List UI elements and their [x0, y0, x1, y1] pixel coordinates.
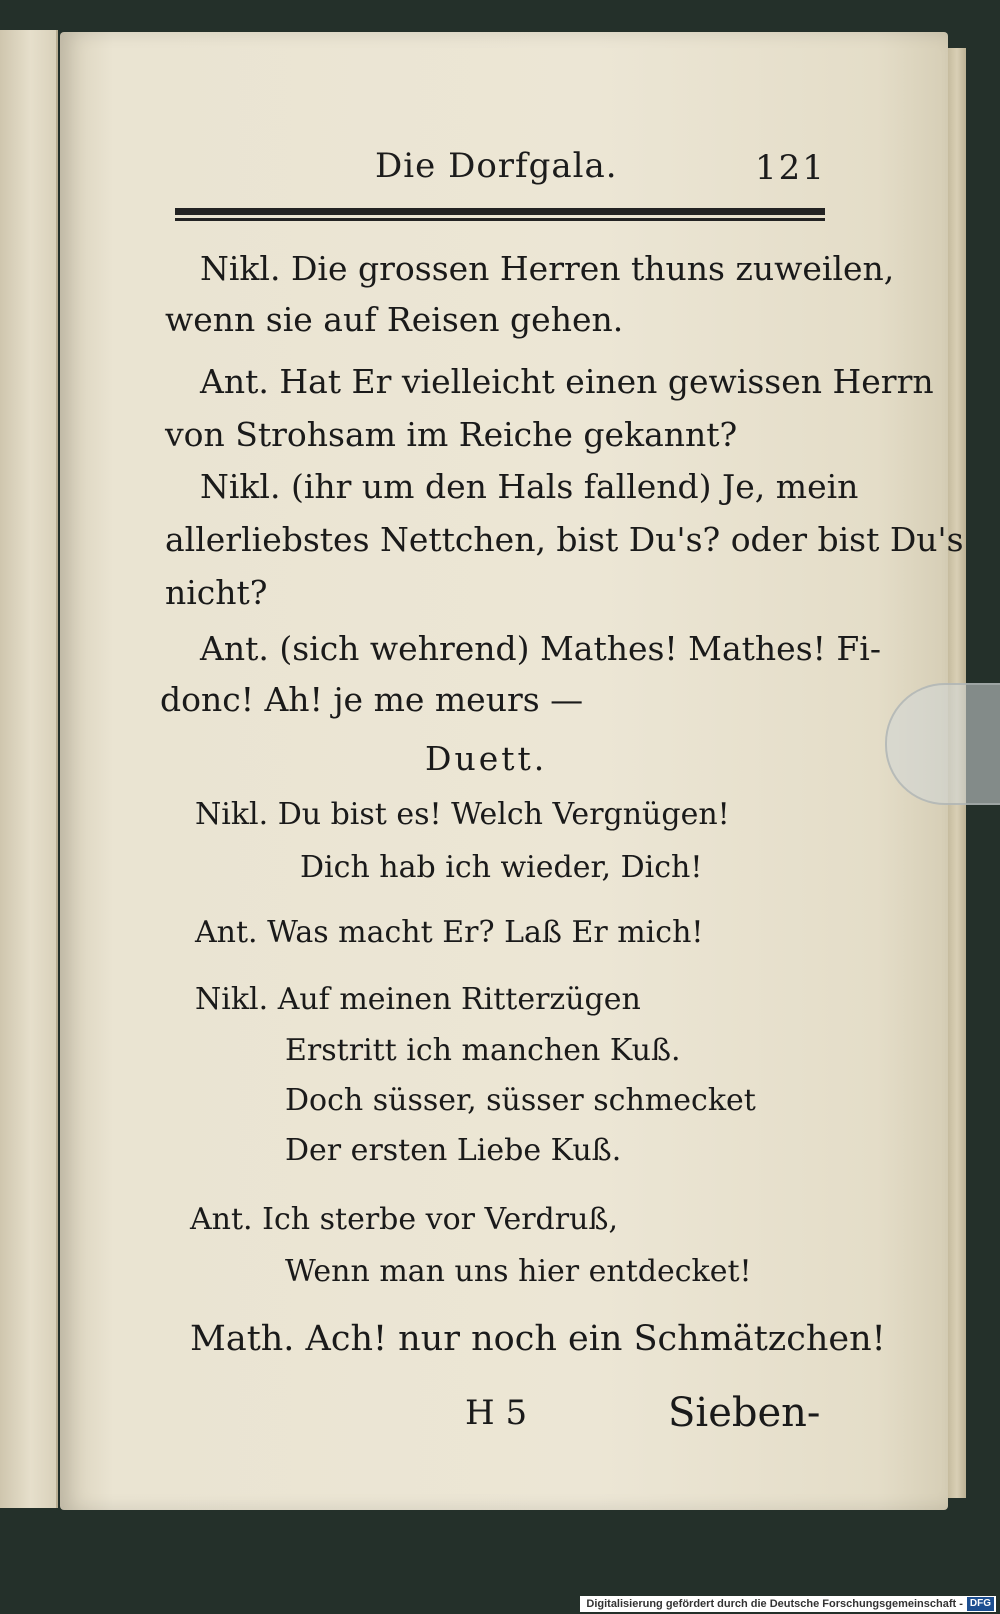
text-line: Nikl. Die grossen Herren thuns zuweilen, — [200, 249, 895, 288]
header-rule — [175, 208, 825, 215]
text-line: Ant. (sich wehrend) Mathes! Mathes! Fi- — [200, 629, 881, 668]
text-line: wenn sie auf Reisen gehen. — [165, 300, 624, 339]
signature-mark: H 5 — [465, 1393, 528, 1433]
running-header: Die Dorfgala. — [375, 146, 618, 186]
dfg-logo: DFG — [967, 1597, 994, 1611]
text-line: Der ersten Liebe Kuß. — [285, 1133, 622, 1168]
text-line: nicht? — [165, 573, 268, 612]
text-line: Ant. Was macht Er? Laß Er mich! — [195, 915, 704, 950]
text-line: Nikl. (ihr um den Hals fallend) Je, mein — [200, 467, 859, 506]
text-line: donc! Ah! je me meurs — — [160, 680, 584, 719]
credit-text: Digitalisierung gefördert durch die Deutsche Forschungsgemeinschaft - — [586, 1598, 963, 1610]
text-line: Math. Ach! nur noch ein Schmätzchen! — [190, 1319, 886, 1359]
page-clip — [885, 683, 1000, 805]
text-line: Ant. Ich sterbe vor Verdruß, — [190, 1202, 618, 1237]
text-line: allerliebstes Nettchen, bist Du's? oder bist Du's — [165, 520, 964, 559]
text-line: Wenn man uns hier entdecket! — [285, 1254, 752, 1289]
text-line: Doch süsser, süsser schmecket — [285, 1083, 756, 1118]
section-heading: Duett. — [425, 739, 548, 778]
text-line: Ant. Hat Er vielleicht einen gewissen Herrn — [200, 362, 934, 401]
text-line: Nikl. Du bist es! Welch Vergnügen! — [195, 797, 730, 832]
catchword: Sieben- — [668, 1390, 821, 1436]
left-page-edge — [0, 30, 58, 1508]
header-rule-thin — [175, 218, 825, 221]
digitization-credit — [580, 1596, 996, 1612]
page-number: 121 — [755, 148, 826, 188]
text-line: von Strohsam im Reiche gekannt? — [165, 415, 738, 454]
text-line: Nikl. Auf meinen Ritterzügen — [195, 982, 641, 1017]
text-line: Dich hab ich wieder, Dich! — [300, 850, 703, 885]
text-line: Erstritt ich manchen Kuß. — [285, 1033, 681, 1068]
